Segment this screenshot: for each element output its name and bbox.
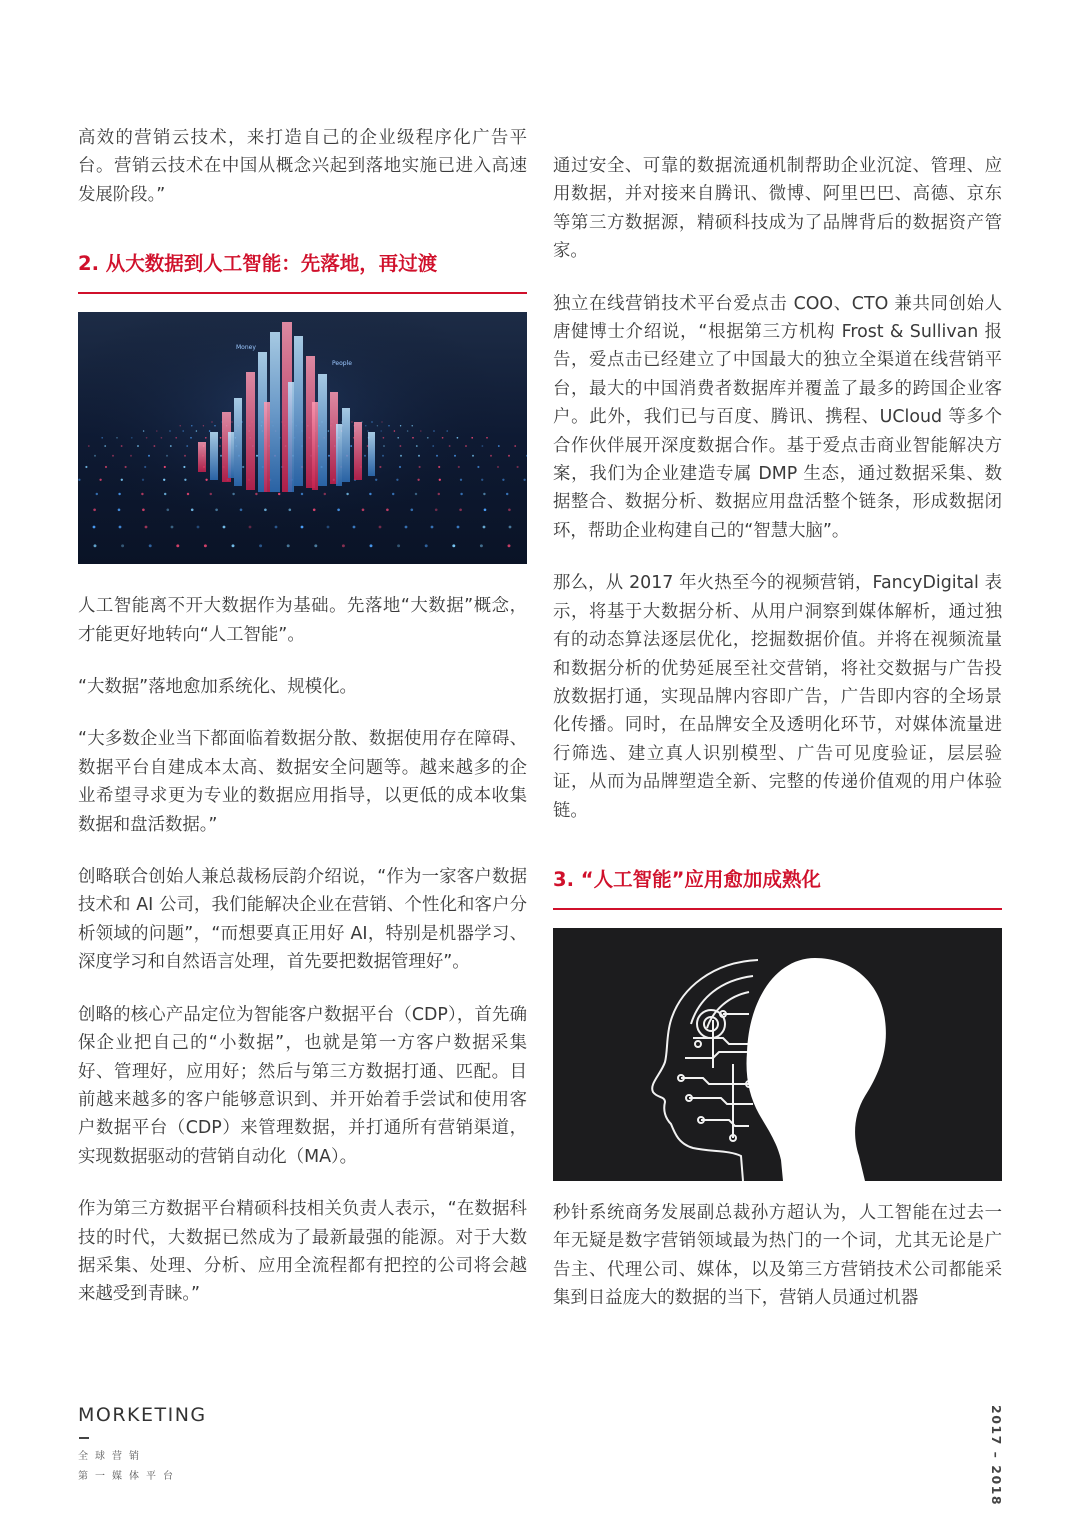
left-column [78, 124, 527, 1309]
grid-dot [203, 425, 204, 426]
grid-dot [264, 509, 267, 512]
grid-dot [232, 545, 235, 548]
grid-dot [148, 455, 150, 457]
grid-dot [142, 479, 144, 481]
grid-dot [457, 526, 460, 529]
grid-dot [418, 455, 420, 457]
grid-dot [397, 437, 399, 439]
grid-dot [205, 479, 207, 481]
brand-logo-text: MORKETING [78, 1404, 207, 1426]
right-paragraph-2: 独立在线营销技术平台爱点击 COO、CTO 兼共同创始人唐健博士介绍说，“根据第三方机构 Frost & Sullivan 报告，爱点击已经建立了中国最大的独立全渠道在线营销平台，最大的中国消费者数据库并覆盖了最多的跨国企业客户。此外，我们已与百度、腾讯、携程、UCloud 等多个合作伙伴展开深度数据合作。基于爱点击商业智能解决方案，我们为企业建造专属 DMP 生态，通过数据采集、数据整合、数据分析、数据应用盘活整个链条，形成数据闭环，帮助企业构建自己的“智慧大脑”。 [553, 293, 1002, 541]
data-city-image [78, 312, 527, 564]
grid-dot [458, 466, 460, 468]
data-tower [198, 442, 206, 472]
grid-dot [215, 509, 218, 512]
grid-dot [104, 445, 106, 447]
grid-dot [223, 526, 226, 529]
grid-dot [240, 509, 243, 512]
grid-dot [101, 437, 103, 439]
year-marker [958, 1405, 1004, 1507]
grid-dot [371, 422, 372, 423]
grid-dot [498, 445, 500, 447]
grid-dot [275, 526, 278, 529]
grid-dot [449, 445, 451, 447]
grid-dot [324, 493, 326, 495]
grid-dot [163, 479, 165, 481]
data-tower [270, 332, 280, 492]
grid-dot [118, 509, 121, 512]
grid-dot [439, 479, 441, 481]
grid-dot [144, 466, 146, 468]
grid-dot [156, 430, 158, 432]
grid-dot [137, 445, 139, 447]
grid-dot [446, 430, 448, 432]
data-tower [336, 424, 342, 486]
data-tower [246, 372, 255, 490]
grid-dot [149, 545, 152, 548]
grid-dot [105, 466, 107, 468]
grid-dot [472, 455, 474, 457]
grid-dot [477, 466, 479, 468]
grid-dot [278, 493, 280, 495]
grid-dot [514, 445, 516, 447]
grid-dot [508, 545, 511, 548]
grid-dot [397, 545, 400, 548]
right-paragraph-4: 秒针系统商务发展副总裁孙方超认为，人工智能在过去一年无疑是数字营销领域最为热门的一个词，尤其无论是广告主、代理公司、媒体，以及第三方营销技术公司都能采集到日益庞大的数据的当下，营销人员通过机器 [553, 1202, 1002, 1309]
grid-dot [362, 509, 365, 512]
grid-dot [400, 425, 401, 426]
ai-head-image [553, 928, 1002, 1181]
grid-dot [386, 509, 389, 512]
brand-tagline-1: 全球营销 [78, 1450, 146, 1462]
data-tower [228, 432, 234, 478]
grid-dot [346, 493, 348, 495]
grid-dot [379, 526, 382, 529]
grid-dot [420, 430, 422, 432]
section2-header [78, 249, 527, 294]
right-column [553, 152, 1002, 1313]
grid-dot [180, 425, 181, 426]
grid-dot [186, 445, 188, 447]
grid-dot [427, 437, 429, 439]
grid-dot [506, 493, 508, 495]
grid-dot [383, 437, 385, 439]
grid-dot [259, 545, 262, 548]
grid-dot [459, 509, 462, 512]
grid-dot [171, 526, 174, 529]
grid-dot [164, 466, 166, 468]
grid-dot [364, 455, 366, 457]
grid-dot [481, 445, 483, 447]
grid-dot [220, 437, 222, 439]
grid-dot [93, 509, 96, 512]
grid-dot [287, 545, 290, 548]
grid-dot [209, 430, 211, 432]
data-tower [318, 374, 327, 486]
grid-dot [96, 493, 98, 495]
intro-paragraph: 高效的营销云技术，来打造自己的企业级程序化广告平台。营销云技术在中国从概念兴起到落地实施已进入高速发展阶段。” [78, 128, 527, 205]
grid-dot [379, 466, 381, 468]
section2-rule [78, 292, 527, 294]
grid-dot [166, 509, 169, 512]
grid-dot [119, 526, 122, 529]
grid-dot [125, 466, 127, 468]
grid-dot [328, 430, 330, 432]
data-tower [234, 398, 242, 486]
grid-dot [438, 466, 440, 468]
grid-dot [301, 493, 303, 495]
grid-dot [431, 526, 434, 529]
grid-dot [412, 437, 414, 439]
grid-dot [365, 425, 366, 426]
section3-rule [553, 908, 1002, 910]
grid-dot [392, 493, 394, 495]
grid-dot [313, 509, 316, 512]
grid-dot [141, 493, 143, 495]
grid-dot [256, 455, 258, 457]
grid-dot [175, 437, 177, 439]
grid-dot [337, 509, 340, 512]
grid-dot [416, 445, 418, 447]
grid-dot [183, 466, 185, 468]
grid-dot [204, 545, 207, 548]
data-tower [294, 336, 303, 486]
grid-dot [161, 437, 163, 439]
grid-dot [388, 425, 389, 426]
grid-dot [242, 466, 244, 468]
grid-dot [121, 479, 123, 481]
grid-dot [508, 509, 511, 512]
grid-dot [219, 445, 221, 447]
grid-dot [184, 479, 186, 481]
grid-dot [399, 445, 401, 447]
grid-dot [328, 455, 330, 457]
grid-dot [400, 455, 402, 457]
grid-dot [118, 493, 120, 495]
grid-dot [471, 437, 473, 439]
grid-dot [182, 430, 184, 432]
grid-dot [210, 493, 212, 495]
grid-dot [255, 493, 257, 495]
grid-dot [457, 437, 459, 439]
grid-dot [350, 445, 352, 447]
image-label-people: People [332, 360, 352, 368]
grid-dot [145, 526, 148, 529]
data-tower [210, 432, 218, 480]
grid-dot [425, 545, 428, 548]
grid-dot [205, 437, 207, 439]
grid-dot [405, 526, 408, 529]
data-tower [342, 408, 350, 482]
left-paragraph-3: “大多数企业当下都面临着数据分散、数据使用存在障碍、数据平台自建成本太高、数据安全问题等。越来越多的企业希望寻求更为专业的数据应用指导，以更低的成本收集数据和盘活数据。” [78, 729, 527, 835]
grid-dot [486, 437, 488, 439]
grid-dot [481, 479, 483, 481]
data-tower [368, 432, 375, 476]
grid-dot [381, 422, 382, 423]
grid-dot [301, 526, 304, 529]
brand-tagline-2: 第一媒体平台 [78, 1470, 180, 1482]
grid-dot [184, 455, 186, 457]
grid-dot [353, 526, 356, 529]
grid-dot [166, 455, 168, 457]
grid-dot [396, 479, 398, 481]
grid-dot [93, 526, 96, 529]
grid-dot [383, 445, 385, 447]
grid-dot [399, 466, 401, 468]
grid-dot [142, 509, 145, 512]
grid-dot [164, 493, 166, 495]
grid-dot [232, 493, 234, 495]
grid-dot [460, 493, 462, 495]
grid-dot [351, 422, 352, 423]
grid-dot [327, 526, 330, 529]
data-tower [264, 402, 270, 492]
grid-dot [176, 545, 179, 548]
grid-dot [143, 430, 145, 432]
grid-dot [130, 455, 132, 457]
grid-dot [452, 545, 455, 548]
grid-dot [191, 509, 194, 512]
grid-dot [187, 493, 189, 495]
grid-dot [436, 455, 438, 457]
grid-dot [231, 422, 232, 423]
grid-dot [170, 445, 172, 447]
image-label-money: Money [236, 344, 256, 352]
grid-dot [169, 430, 171, 432]
grid-dot [417, 479, 419, 481]
grid-dot [454, 455, 456, 457]
grid-dot [483, 526, 486, 529]
grid-dot [490, 455, 492, 457]
grid-dot [382, 455, 384, 457]
grid-dot [153, 445, 155, 447]
grid-dot [190, 437, 192, 439]
grid-dot [220, 455, 222, 457]
grid-dot [432, 445, 434, 447]
grid-dot [288, 509, 291, 512]
grid-dot [211, 422, 212, 423]
left-paragraph-2: “大数据”落地愈加系统化、规模化。 [78, 677, 357, 698]
grid-dot [191, 425, 192, 426]
grid-dot [380, 430, 382, 432]
section2-heading: 2. 从大数据到人工智能：先落地，再过渡 [78, 252, 438, 276]
grid-dot [480, 545, 483, 548]
left-paragraph-1: 人工智能离不开大数据作为基础。先落地“大数据”概念，才能更好地转向“人工智能”。 [78, 596, 527, 645]
grid-dot [435, 509, 438, 512]
grid-dot [433, 430, 435, 432]
year-text: 2017 – 2018 [989, 1405, 1004, 1507]
grid-dot [484, 509, 487, 512]
grid-dot [370, 545, 373, 548]
brand-block [78, 1404, 207, 1487]
grid-dot [497, 466, 499, 468]
grid-dot [94, 455, 96, 457]
grid-dot [483, 493, 485, 495]
grid-dot [412, 425, 413, 426]
grid-dot [523, 479, 525, 481]
grid-dot [99, 479, 101, 481]
grid-dot [196, 430, 198, 432]
grid-dot [214, 425, 215, 426]
grid-dot [394, 430, 396, 432]
grid-dot [465, 445, 467, 447]
grid-dot [131, 437, 133, 439]
grid-dot [415, 493, 417, 495]
grid-dot [419, 466, 421, 468]
grid-dot [375, 479, 377, 481]
grid-dot [509, 526, 512, 529]
grid-dot [410, 509, 413, 512]
grid-dot [442, 437, 444, 439]
grid-dot [112, 455, 114, 457]
grid-dot [367, 430, 369, 432]
grid-dot [88, 445, 90, 447]
right-paragraph-1: 通过安全、可靠的数据流通机制帮助企业沉淀、管理、应用数据，并对接来自腾讯、微博、阿里巴巴、高德、京东等第三方数据源，精硕科技成为了品牌背后的数据资产管家。 [553, 156, 1002, 262]
grid-dot [369, 493, 371, 495]
left-paragraph-4: 创略联合创始人兼总裁杨辰韵介绍说，“作为一家客户数据技术和 AI 公司，我们能解决企业在营销、个性化和客户分析领域的问题”，“而想要真正用好 AI，特别是机器学习、深度学习和自然语言处理，首先要把数据管理好”。 [78, 867, 527, 973]
grid-dot [508, 455, 510, 457]
brand-divider [79, 1437, 89, 1439]
grid-dot [146, 437, 148, 439]
data-tower [288, 382, 294, 492]
grid-dot [502, 479, 504, 481]
section3-heading: 3. “人工智能”应用愈加成熟化 [553, 867, 821, 891]
left-paragraph-6: 作为第三方数据平台精硕科技相关负责人表示，“在数据科技的时代，大数据已然成为了最新最强的能源。对于大数据采集、处理、分析、应用全流程都有把控的公司将会越来越受到青睐。” [78, 1199, 527, 1305]
grid-dot [314, 545, 317, 548]
grid-dot [517, 466, 519, 468]
grid-dot [85, 466, 87, 468]
grid-dot [460, 479, 462, 481]
right-paragraph-3: 那么，从 2017 年火热至今的视频营销，FancyDigital 表示，将基于大数据分析、从用户洞察到媒体解析，通过独有的动态算法逐层优化，挖掘数据价值。并将在视频流量和数据分析的优势延展至社交营销，将社交数据与广告投放数据打通，实现品牌内容即广告，广告即内容的全场景化传播。同时，在品牌安全及透明化环节，对媒体流量进行筛选、建立真人识别模型、广告可见度验证，层层验证，从而为品牌塑造全新、完整的传递价值观的用户体验链。 [553, 573, 1002, 821]
grid-dot [197, 526, 200, 529]
grid-dot [116, 437, 118, 439]
section3-header [553, 865, 1002, 910]
grid-dot [438, 493, 440, 495]
left-paragraph-5: 创略的核心产品定位为智能客户数据平台（CDP），首先确保企业把自己的“小数据”，也就是第一方客户数据采集好、管理好，应用好；然后与第三方数据打通、匹配。目前越来越多的客户能够意识到、并开始着手尝试和使用客户数据平台（CDP）来管理数据，并打通所有营销渠道，实现数据驱动的营销自动化（MA）。 [78, 1004, 527, 1167]
grid-dot [78, 479, 80, 481]
grid-dot [249, 526, 252, 529]
grid-dot [342, 545, 345, 548]
data-tower [354, 422, 362, 480]
grid-dot [121, 545, 124, 548]
grid-dot [377, 425, 378, 426]
grid-dot [94, 545, 97, 548]
grid-dot [121, 445, 123, 447]
grid-dot [407, 430, 409, 432]
data-tower [312, 402, 318, 490]
